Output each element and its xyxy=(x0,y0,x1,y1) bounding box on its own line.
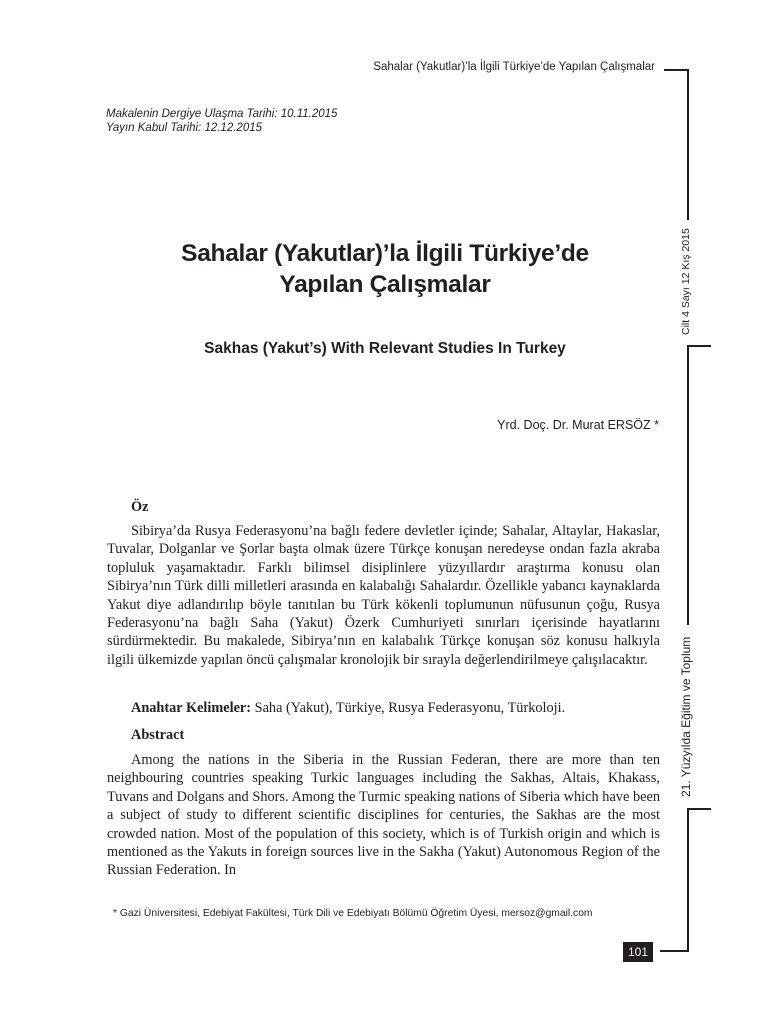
top-tick xyxy=(664,69,688,71)
running-head: Sahalar (Yakutlar)’la İlgili Türkiye’de Yapılan Çalışmalar xyxy=(373,61,655,73)
oz-heading-text: Öz xyxy=(131,499,149,515)
side-rule-upper xyxy=(687,69,689,220)
oz-heading xyxy=(107,498,660,516)
mid-tick-1 xyxy=(687,345,711,347)
keywords-label: Anahtar Kelimeler: xyxy=(131,700,252,716)
submission-dates xyxy=(106,107,337,135)
author-name: Yrd. Doç. Dr. Murat ERSÖZ * xyxy=(497,418,659,432)
article-title xyxy=(105,238,665,300)
abstract-paragraph: Among the nations in the Siberia in the Russian Federan, there are more than ten neighbouring countries speaking Turkic languages including the Sakhas, Altais, Khakass, Tuvans and Dolgans and Shors. Among the Turmic speaking nations of Siberia which have been a subject of study to different scientific disciplines for centuries, the Sakhas are the most crowded nation. Most of the population of this society, which is of Turkish origin and which is mentioned as the Yakuts in foreign sources live in the Sakha (Yakut) Autonomous Region of the Russian Federation. In xyxy=(107,752,660,879)
journal-name-label: 21. Yüzyılda Eğitim ve Toplum xyxy=(679,636,693,797)
abstract-heading xyxy=(107,726,660,744)
page-number: 101 xyxy=(623,942,653,962)
bottom-tick xyxy=(660,950,689,952)
title-line-2: Yapılan Çalışmalar xyxy=(279,271,491,298)
oz-paragraph: Sibirya’da Rusya Federasyonu’na bağlı federe devletler içinde; Sahalar, Altaylar, Hakaslar, Tuvalar, Dolganlar ve Şorlar başta olmak üzere Türkçe konuşan neredeyse ondan fazla akraba topluluk yaşamaktadır. Farklı bilimsel disiplinlere yüzyıllardır araştırma konusu olan Sibirya’nın Türk dilli milletleri arasında en kalabalığı Sahalardır. Özellikle yabancı kaynaklarda Yakut diye adlandırılıp böyle tanıtılan bu Türk kökenli toplumunun nüfusunun çoğu, Rusya Federasyonu’na bağlı Saha (Yakut) Özerk Cumhuriyeti sınırları içerisinde hayatlarını sürdürmektedir. Bu makalede, Sibirya’nın en kalabalık Türkçe konuşan söz konusu halkıyla ilgili ülkemizde yapılan öncü çalışmalar kronolojik bir sırayla değerlendirilmeye çalışılacaktır. xyxy=(107,523,660,668)
mid-tick-2 xyxy=(687,808,711,810)
author-footnote: * Gazi Üniversitesi, Edebiyat Fakültesi, Türk Dili ve Edebiyatı Bölümü Öğretim Üyesi, mersoz@gmail.com xyxy=(113,908,593,919)
side-rule-lower xyxy=(687,808,689,951)
article-subtitle: Sakhas (Yakut’s) With Relevant Studies In Turkey xyxy=(204,340,566,357)
title-line-1: Sahalar (Yakutlar)’la İlgili Türkiye’de xyxy=(181,240,589,267)
keywords-text: Saha (Yakut), Türkiye, Rusya Federasyonu, Türkoloji. xyxy=(251,700,566,716)
journal-issue-label: Cilt 4 Sayı 12 Kış 2015 xyxy=(680,228,692,335)
keywords-line xyxy=(107,699,660,717)
abstract-heading-text: Abstract xyxy=(131,727,185,743)
accepted-date: Yayın Kabul Tarihi: 12.12.2015 xyxy=(106,122,263,134)
side-rule-middle xyxy=(687,345,689,625)
received-date: Makalenin Dergiye Ulaşma Tarihi: 10.11.2015 xyxy=(106,108,338,120)
